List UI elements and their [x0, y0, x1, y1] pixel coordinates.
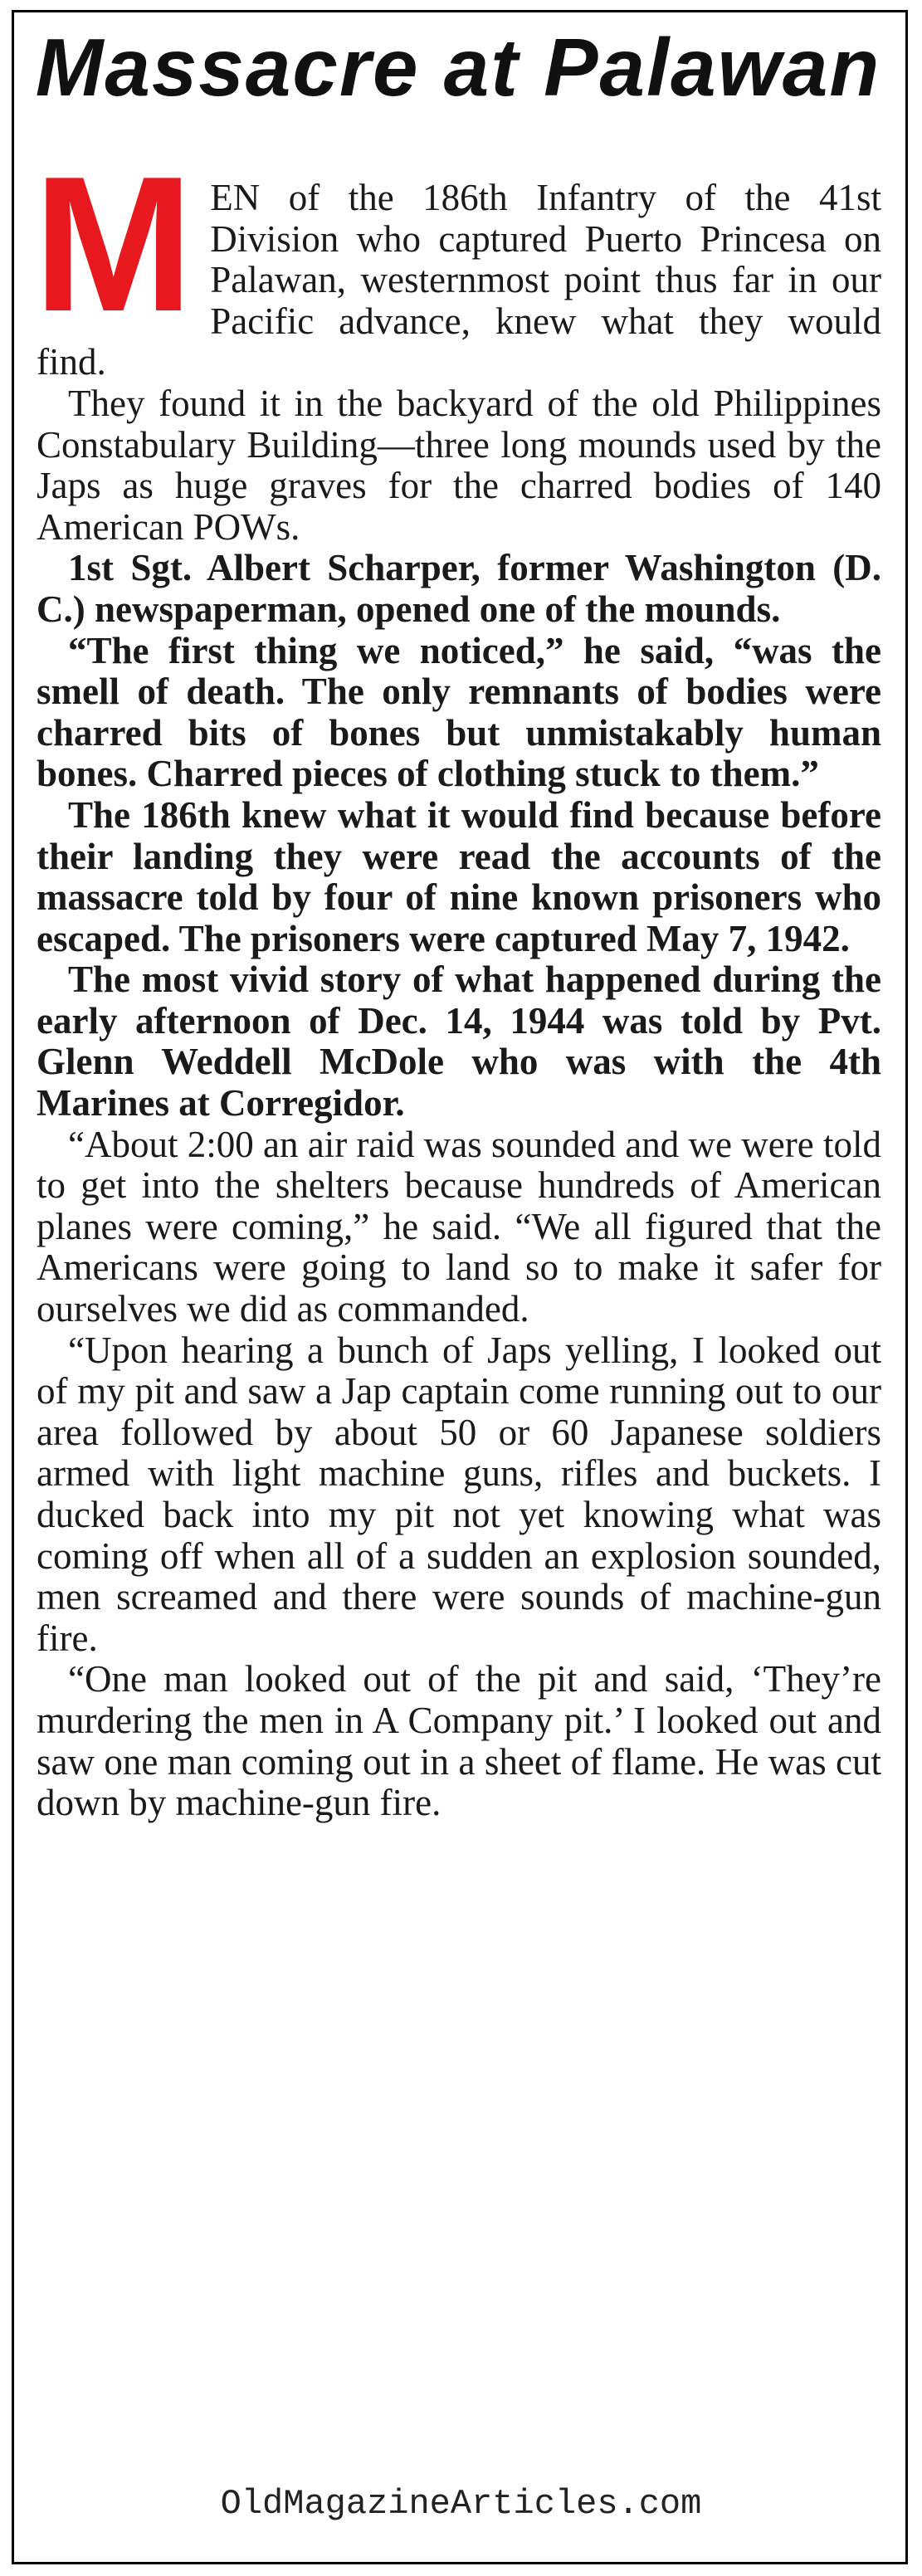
paragraph-1-text: EN of the 186th Infantry of the 41st Division who captured Puerto Princesa on Palawan, westernmost point thus far in our Pacific advance, knew what they would find. [37, 177, 881, 383]
headline: Massacre at Palawan [35, 22, 881, 113]
article-body [33, 137, 881, 1824]
paragraph-4: “The first thing we noticed,” he said, “was the smell of death. The only remnants of bodies were charred bits of bones but unmistakably human bones. Charred pieces of clothing stuck to them.” [37, 629, 881, 795]
drop-cap: M [33, 137, 194, 352]
paragraph-5: The 186th knew what it would find because before their landing they were read the accounts of the massacre told by four of nine known prisoners who escaped. The prisoners were captured May 7, 1942. [37, 793, 881, 959]
paragraph-1 [33, 137, 881, 383]
paragraph-3: 1st Sgt. Albert Scharper, former Washington (D. C.) newspaperman, opened one of the mounds. [37, 547, 881, 630]
source-watermark: OldMagazineArticles.com [220, 2484, 702, 2524]
paragraph-8: “Upon hearing a bunch of Japs yelling, I looked out of my pit and saw a Jap captain come running out to our area followed by about 50 or 60 Japanese soldiers armed with light machine guns, rifles and buckets. I ducked back into my pit not yet knowing what was coming off when all of a sudden an explosion sounded, men screamed and there were sounds of machine-gun fire. [37, 1329, 881, 1659]
paragraph-2: They found it in the backyard of the old Philippines Constabulary Building—three long mounds used by the Japs as huge graves for the charred bodies of 140 American POWs. [37, 382, 881, 548]
paragraph-9: “One man looked out of the pit and said, ‘They’re murdering the men in A Company pit.’ I looked out and saw one man coming out in a sheet of flame. He was cut down by machine-gun fire. [37, 1658, 881, 1824]
paragraph-6: The most vivid story of what happened during the early afternoon of Dec. 14, 1944 was told by Pvt. Glenn Weddell McDole who was with the 4th Marines at Corregidor. [37, 959, 881, 1125]
paragraph-7: “About 2:00 an air raid was sounded and we were told to get into the shelters because hundreds of American planes were coming,” he said. “We all figured that the Americans were going to land so to make it safer for ourselves we did as commanded. [37, 1123, 881, 1330]
